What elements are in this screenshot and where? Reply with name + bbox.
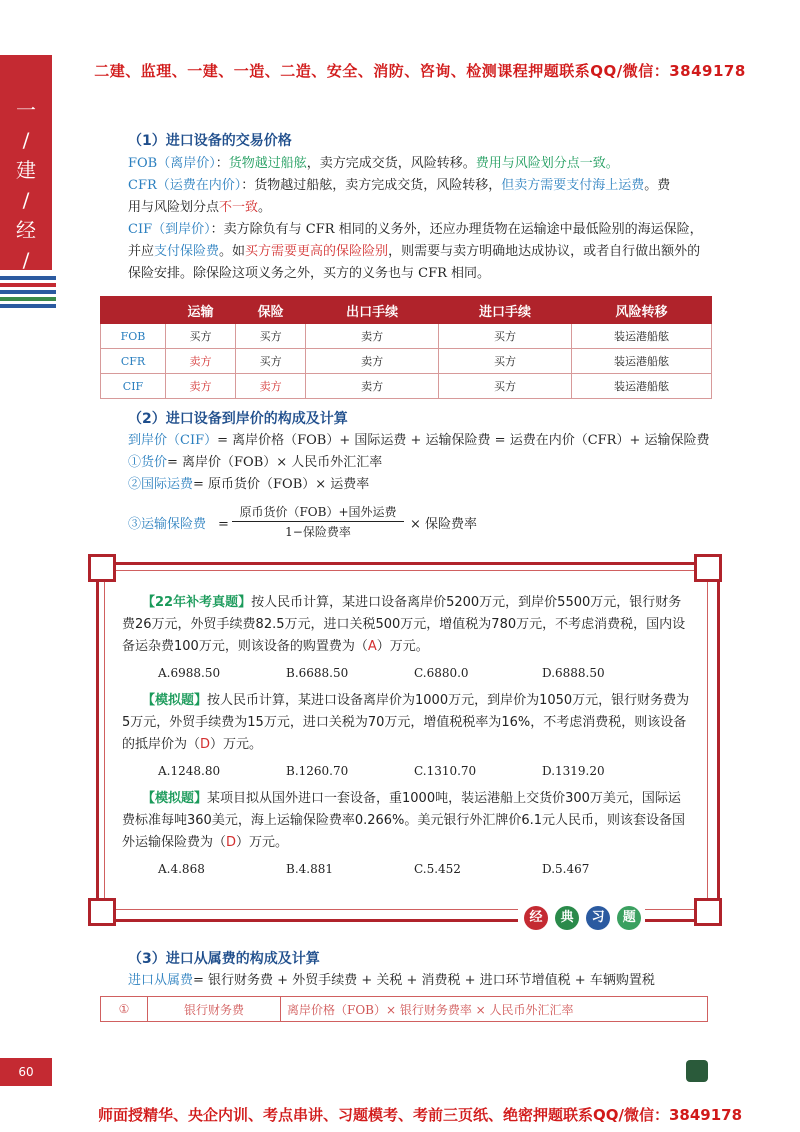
- fraction: 原币货价（FOB）+国外运费 1−保险费率: [232, 503, 404, 542]
- sidebar-char: /: [22, 128, 30, 152]
- exercise-item: 【模拟题】某项目拟从国外进口一套设备，重1000吨，装运港船上交货价300万美元，国际运费标准每吨360美元，海上运输保险费率0.266%。美元银行外汇牌价6.1元人民币，则该套设备国外运输保险费为（D）万元。: [122, 791, 686, 850]
- sidebar-chars: [0, 95, 52, 305]
- freight-formula: ②国际运费= 原币货价（FOB）× 运费率: [128, 477, 370, 492]
- section-1-title: （1）进口设备的交易价格: [128, 133, 292, 149]
- app-logo-icon: [686, 1060, 708, 1082]
- frame-corner: [694, 554, 722, 582]
- cif-line-3: 保险安排。除保险这项义务之外，买方的义务也与 CFR 相同。: [128, 266, 491, 281]
- cfr-line-2: 用与风险划分点不一致。: [128, 200, 272, 215]
- exercise-item: 【22年补考真题】按人民币计算，某进口设备离岸价5200万元，到岸价5500万元，银行财务费26万元，外贸手续费82.5万元，进口关税500万元，增值税为780万元，不考虑消费税，国内设备运杂费100万元，则该设备的购置费为（A）万元。: [122, 595, 686, 654]
- bottom-banner: 师面授精华、央企内训、考点串讲、习题模考、考前三页纸、绝密押题联系QQ/微信：3849178: [97, 1106, 743, 1124]
- table-row: FOB 买方 买方 卖方 买方 装运港船舷: [101, 324, 712, 349]
- frame-corner: [88, 554, 116, 582]
- exercise-list: [122, 592, 690, 876]
- import-fee-table: [100, 996, 708, 1022]
- table-row: CIF 卖方 卖方 卖方 买方 装运港船舷: [101, 374, 712, 399]
- cfr-line: CFR（运费在内价）：货物越过船舷，卖方完成交货，风险转移，但卖方需要支付海上运费。费: [128, 178, 671, 193]
- exercise-item: 【模拟题】按人民币计算，某进口设备离岸价为1000万元，到岸价为1050万元，银行财务费为5万元，外贸手续费为15万元，进口关税为70万元，增值税税率为16%，不考虑消费税，则该设备的抵岸价为（D）万元。: [122, 693, 690, 752]
- table-row: CFR 卖方 买方 卖方 买方 装运港船舷: [101, 349, 712, 374]
- section-1-body: [128, 153, 718, 285]
- fob-line: FOB（离岸价）：货物越过船舷，卖方完成交货，风险转移。费用与风险划分点一致。: [128, 156, 619, 171]
- frame-corner: [694, 898, 722, 926]
- sidebar-char: 经: [16, 218, 36, 242]
- section-3-formula: 进口从属费= 银行财务费 + 外贸手续费 + 关税 + 消费税 + 进口环节增值税 + 车辆购置税: [128, 973, 655, 988]
- frame-corner: [88, 898, 116, 926]
- sidebar-char: 建: [16, 158, 36, 182]
- trade-terms-table: [100, 296, 712, 399]
- cif-line: CIF（到岸价）：卖方除负有与 CFR 相同的义务外，还应办理货物在运输途中最低险别的海运保险，: [128, 222, 703, 237]
- exercise-options: A.4.868 B.4.881 C.5.452 D.5.467: [158, 862, 590, 876]
- chapter-sidebar: [0, 55, 52, 270]
- exercise-options: A.6988.50 B.6688.50 C.6880.0 D.6888.50: [158, 666, 605, 680]
- table-header-row: 运输 保险 出口手续 进口手续 风险转移: [101, 297, 712, 324]
- exercise-options: A.1248.80 B.1260.70 C.1310.70 D.1319.20: [158, 764, 605, 778]
- section-2-title: （2）进口设备到岸价的构成及计算: [128, 411, 348, 427]
- insurance-formula: ③运输保险费 = 原币货价（FOB）+国外运费 1−保险费率 × 保险费率: [128, 503, 728, 547]
- table-row: ① 银行财务费 离岸价格（FOB）× 银行财务费率 × 人民币外汇汇率: [101, 997, 708, 1022]
- sidebar-char: /: [22, 188, 30, 212]
- decorative-stripes: [0, 276, 56, 311]
- sidebar-char: /: [22, 248, 30, 272]
- price-formula: ①货价= 离岸价（FOB）× 人民币外汇汇率: [128, 455, 383, 470]
- cif-line-2: 并应支付保险费。如买方需要更高的保险险别，则需要与卖方明确地达成协议，或者自行做出额外的: [128, 244, 701, 259]
- sidebar-char: 一: [16, 98, 36, 122]
- section-2-formulas: [128, 430, 728, 496]
- classic-exercise-badge: 经 典 习 题: [518, 904, 645, 932]
- section-3-title: （3）进口从属费的构成及计算: [128, 951, 320, 967]
- top-banner: 二建、监理、一建、一造、二造、安全、消防、咨询、检测课程押题联系QQ/微信：3849178: [94, 62, 746, 80]
- cif-formula: 到岸价（CIF）= 离岸价格（FOB）+ 国际运费 + 运输保险费 = 运费在内价（CFR）+ 运输保险费: [128, 433, 710, 448]
- page-number: 60: [0, 1058, 52, 1086]
